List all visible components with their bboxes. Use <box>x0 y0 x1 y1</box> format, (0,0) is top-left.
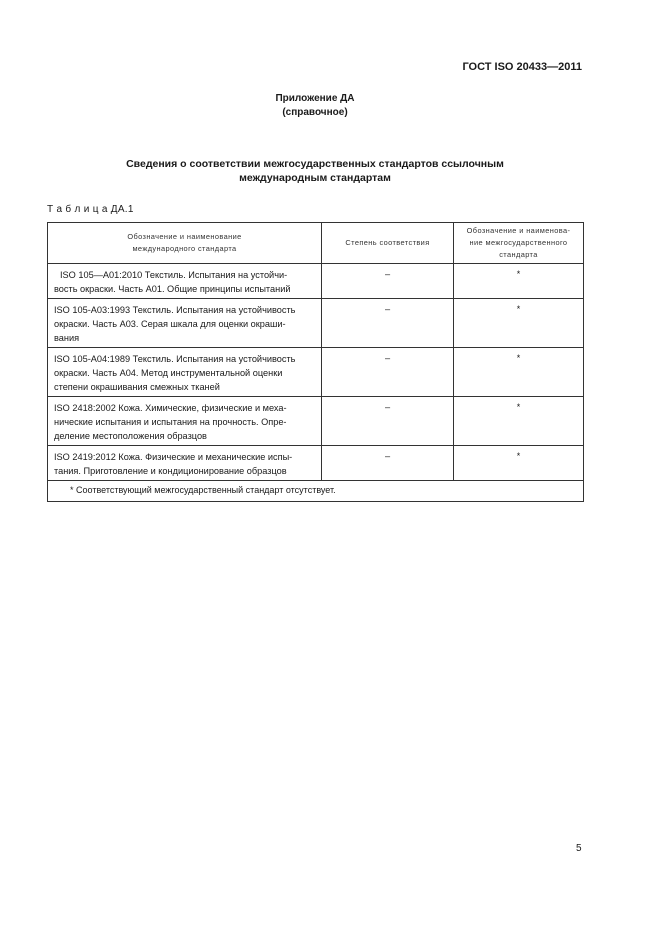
standard-name-cell: ISO 2418:2002 Кожа. Химические, физические и меха- нические испытания и испытания на прочность. Опре- деление местоположения образцов <box>48 397 322 446</box>
annex-subtitle: (справочное) <box>282 107 348 118</box>
standard-name-cell: ISO 2419:2012 Кожа. Физические и механические испы- тания. Приготовление и кондиционирование образцов <box>48 446 322 481</box>
header-degree: Степень соответствия <box>322 223 454 264</box>
table-caption: Т а б л и ц а ДА.1 <box>47 204 134 215</box>
standard-name-cell: ISO 105-A03:1993 Текстиль. Испытания на устойчивость окраски. Часть А03. Серая шкала для оценки окраши- вания <box>48 299 322 348</box>
table-header-row <box>48 223 584 264</box>
header-interstate-standard: Обозначение и наименова- ние межгосударственного стандарта <box>454 223 584 264</box>
table-row <box>48 397 584 446</box>
degree-cell: – <box>322 348 454 397</box>
table-footnote-row <box>48 481 584 502</box>
interstate-standard-cell: * <box>454 446 584 481</box>
annex-title: Приложение ДА <box>275 93 355 104</box>
degree-cell: – <box>322 299 454 348</box>
degree-cell: – <box>322 446 454 481</box>
section-title-line1: Сведения о соответствии межгосударственных стандартов ссылочным <box>126 158 504 170</box>
table-row <box>48 264 584 299</box>
degree-cell: – <box>322 264 454 299</box>
standard-name-cell: ISO 105—A01:2010 Текстиль. Испытания на устойчи- вость окраски. Часть А01. Общие принципы испытаний <box>48 264 322 299</box>
page-number: 5 <box>576 843 582 854</box>
table-footnote: * Соответствующий межгосударственный стандарт отсутствует. <box>48 481 584 502</box>
section-title-line2: международным стандартам <box>239 172 391 184</box>
annex-heading <box>0 92 630 120</box>
interstate-standard-cell: * <box>454 348 584 397</box>
document-code: ГОСТ ISO 20433—2011 <box>462 61 582 73</box>
table-row <box>48 446 584 481</box>
header-international-standard: Обозначение и наименование международного стандарта <box>48 223 322 264</box>
table-row <box>48 348 584 397</box>
interstate-standard-cell: * <box>454 299 584 348</box>
section-title <box>0 157 630 185</box>
table-row <box>48 299 584 348</box>
interstate-standard-cell: * <box>454 264 584 299</box>
degree-cell: – <box>322 397 454 446</box>
interstate-standard-cell: * <box>454 397 584 446</box>
standard-name-cell: ISO 105-A04:1989 Текстиль. Испытания на устойчивость окраски. Часть А04. Метод инструментальной оценки степени окрашивания смежных тканей <box>48 348 322 397</box>
correspondence-table <box>47 222 584 502</box>
